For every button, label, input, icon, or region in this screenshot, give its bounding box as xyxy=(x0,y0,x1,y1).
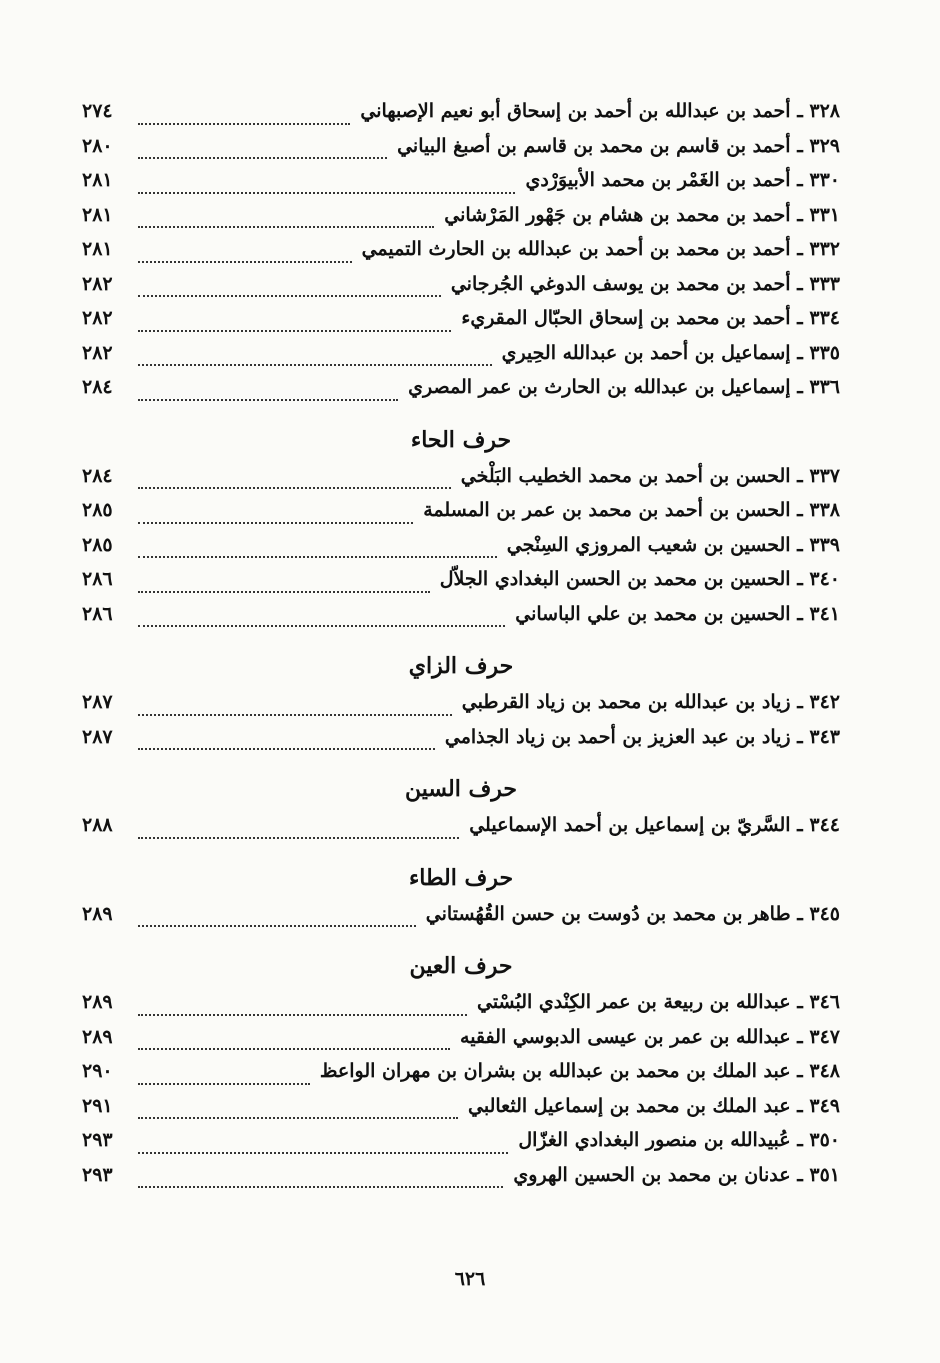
toc-entry xyxy=(82,1060,840,1095)
section-heading: حرف السين xyxy=(404,776,518,802)
entry-title: ٣٤٣ ـ زياد بن عبد العزيز بن أحمد بن زياد الجذامي xyxy=(444,725,840,748)
entry-page-number: ٢٨٩ xyxy=(82,991,113,1013)
entry-page-number: ٢٩٣ xyxy=(82,1129,113,1151)
entry-title: ٣٤٥ ـ طاهر بن محمد بن دُوست بن حسن القُهُستاني xyxy=(425,902,840,925)
entry-title: ٣٣١ ـ أحمد بن محمد بن هشام بن جَهْور المَرْشاني xyxy=(444,203,840,226)
toc-entry xyxy=(82,991,840,1026)
toc-entry xyxy=(82,534,840,569)
section-ayn xyxy=(82,991,840,1198)
entry-page-number: ٢٨٩ xyxy=(82,902,113,925)
entry-page-number: ٢٨٢ xyxy=(82,272,113,295)
dotted-leader xyxy=(138,713,452,716)
dotted-leader xyxy=(138,191,515,194)
entry-title: ٣٤٧ ـ عبدالله بن عمر بن عيسى الدبوسي الفقيه xyxy=(460,1025,840,1048)
entry-page-number: ٢٨٧ xyxy=(82,691,113,713)
entry-title: ٣٤٢ ـ زياد بن عبدالله بن محمد بن زياد القرطبي xyxy=(461,691,840,713)
entry-title: ٣٢٨ ـ أحمد بن عبدالله بن أحمد بن إسحاق أبو نعيم الإصبهاني xyxy=(360,100,840,122)
entry-page-number: ٢٨٠ xyxy=(82,134,113,157)
entry-page-number: ٢٨٩ xyxy=(82,1025,113,1048)
entry-page-number: ٢٨٤ xyxy=(82,464,113,487)
entry-page-number: ٢٨٢ xyxy=(82,307,113,329)
dotted-leader xyxy=(138,1013,467,1016)
entry-title: ٣٥٠ ـ عُبيدالله بن منصور البغدادي الغزّال xyxy=(518,1129,840,1151)
entry-title: ٣٢٩ ـ أحمد بن قاسم بن محمد بن قاسم بن أصبغ البياني xyxy=(397,134,840,157)
dotted-leader xyxy=(138,747,435,750)
entry-page-number: ٢٧٤ xyxy=(82,100,113,122)
dotted-leader xyxy=(138,624,505,627)
section-ta xyxy=(82,903,840,938)
toc-entry xyxy=(82,499,840,534)
dotted-leader xyxy=(138,225,434,228)
entry-page-number: ٢٩١ xyxy=(82,1094,113,1117)
page-number-footer: ٦٢٦ xyxy=(454,1268,486,1290)
toc-entry xyxy=(82,204,840,239)
entry-page-number: ٢٨١ xyxy=(82,203,113,226)
dotted-leader xyxy=(138,1047,450,1050)
dotted-leader xyxy=(138,1185,503,1188)
section-heading: حرف العين xyxy=(409,953,513,979)
dotted-leader xyxy=(138,260,352,263)
entry-page-number: ٢٨٧ xyxy=(82,725,113,748)
toc-entry xyxy=(82,100,840,135)
entry-title: ٣٤٠ ـ الحسين بن محمد بن الحسن البغدادي الجلاّل xyxy=(439,568,840,590)
entry-page-number: ٢٨٦ xyxy=(82,568,113,590)
dotted-leader xyxy=(138,486,451,489)
section-heading: حرف الحاء xyxy=(410,426,512,453)
entry-title: ٣٣٥ ـ إسماعيل بن أحمد بن عبدالله الحِيري xyxy=(501,341,840,364)
entry-title: ٣٤٦ ـ عبدالله بن ربيعة بن عمر الكِنْدي البُسْتي xyxy=(476,991,840,1013)
toc-entry xyxy=(82,903,840,938)
entry-title: ٣٣٤ ـ أحمد بن محمد بن إسحاق الحبّال المقريء xyxy=(461,307,840,329)
dotted-leader xyxy=(138,1082,310,1085)
dotted-leader xyxy=(138,836,459,839)
toc-entry xyxy=(82,568,840,603)
entry-page-number: ٢٨١ xyxy=(82,238,113,260)
toc-entry xyxy=(82,342,840,377)
dotted-leader xyxy=(138,924,416,927)
toc-entry xyxy=(82,307,840,342)
entry-page-number: ٢٨٢ xyxy=(82,341,113,364)
dotted-leader xyxy=(138,1116,458,1119)
toc-entry xyxy=(82,1164,840,1199)
entry-title: ٣٤٩ ـ عبد الملك بن محمد بن إسماعيل الثعالبي xyxy=(468,1094,840,1117)
entry-page-number: ٢٨٤ xyxy=(82,376,113,398)
entry-title: ٣٣٩ ـ الحسين بن شعيب المروزي السِنْجي xyxy=(506,533,840,556)
toc-entry xyxy=(82,376,840,411)
dotted-leader xyxy=(138,329,451,332)
dotted-leader xyxy=(138,555,497,558)
toc-entry xyxy=(82,726,840,761)
dotted-leader xyxy=(138,1151,508,1154)
entry-page-number: ٢٨٦ xyxy=(82,602,113,625)
section-heading: حرف الطاء xyxy=(408,864,514,891)
entry-title: ٣٥١ ـ عدنان بن محمد بن الحسين الهروي xyxy=(513,1163,840,1186)
entry-title: ٣٣٦ ـ إسماعيل بن عبدالله بن الحارث بن عمر المصري xyxy=(408,376,840,398)
entry-page-number: ٢٩٠ xyxy=(82,1060,113,1082)
toc-entry xyxy=(82,135,840,170)
toc-entry xyxy=(82,169,840,204)
entry-title: ٣٣٠ ـ أحمد بن الغَمْر بن محمد الأبيوَرْدي xyxy=(525,169,840,191)
dotted-leader xyxy=(138,590,430,593)
dotted-leader xyxy=(138,363,492,366)
entry-title: ٣٣٧ ـ الحسن بن أحمد بن محمد الخطيب البَلْخي xyxy=(460,464,840,487)
entry-page-number: ٢٨٥ xyxy=(82,533,113,556)
toc-entry xyxy=(82,238,840,273)
entry-page-number: ٢٨١ xyxy=(82,169,113,191)
entry-title: ٣٣٢ ـ أحمد بن محمد بن أحمد بن عبدالله بن الحارث التميمي xyxy=(361,238,840,260)
toc-entry xyxy=(82,1095,840,1130)
entry-page-number: ٢٨٥ xyxy=(82,499,113,521)
toc-entry xyxy=(82,1026,840,1061)
entry-title: ٣٤٨ ـ عبد الملك بن محمد بن عبدالله بن بشران بن مهران الواعظ xyxy=(319,1060,840,1082)
dotted-leader xyxy=(138,156,387,159)
toc-entry xyxy=(82,814,840,849)
dotted-leader xyxy=(138,521,413,524)
dotted-leader xyxy=(138,398,398,401)
entry-page-number: ٢٩٣ xyxy=(82,1163,113,1186)
toc-entry xyxy=(82,1129,840,1164)
entry-page-number: ٢٨٨ xyxy=(82,814,113,836)
entry-title: ٣٤١ ـ الحسين بن محمد بن علي الباساني xyxy=(515,602,840,625)
entry-title: ٣٣٣ ـ أحمد بن محمد بن يوسف الدوغي الجُرجاني xyxy=(450,272,840,295)
section-zay xyxy=(82,691,840,760)
section-continuation xyxy=(82,100,840,411)
toc-entry xyxy=(82,603,840,638)
section-sin xyxy=(82,814,840,849)
entry-title: ٣٤٤ ـ السَّريّ بن إسماعيل بن أحمد الإسماعيلي xyxy=(469,814,840,836)
toc-entry xyxy=(82,691,840,726)
toc-entry xyxy=(82,465,840,500)
dotted-leader xyxy=(138,294,441,297)
entry-title: ٣٣٨ ـ الحسن بن أحمد بن محمد بن عمر بن المسلمة xyxy=(423,499,840,521)
section-heading: حرف الزاي xyxy=(408,653,514,679)
section-ha xyxy=(82,465,840,638)
toc-entry xyxy=(82,273,840,308)
dotted-leader xyxy=(138,122,350,125)
